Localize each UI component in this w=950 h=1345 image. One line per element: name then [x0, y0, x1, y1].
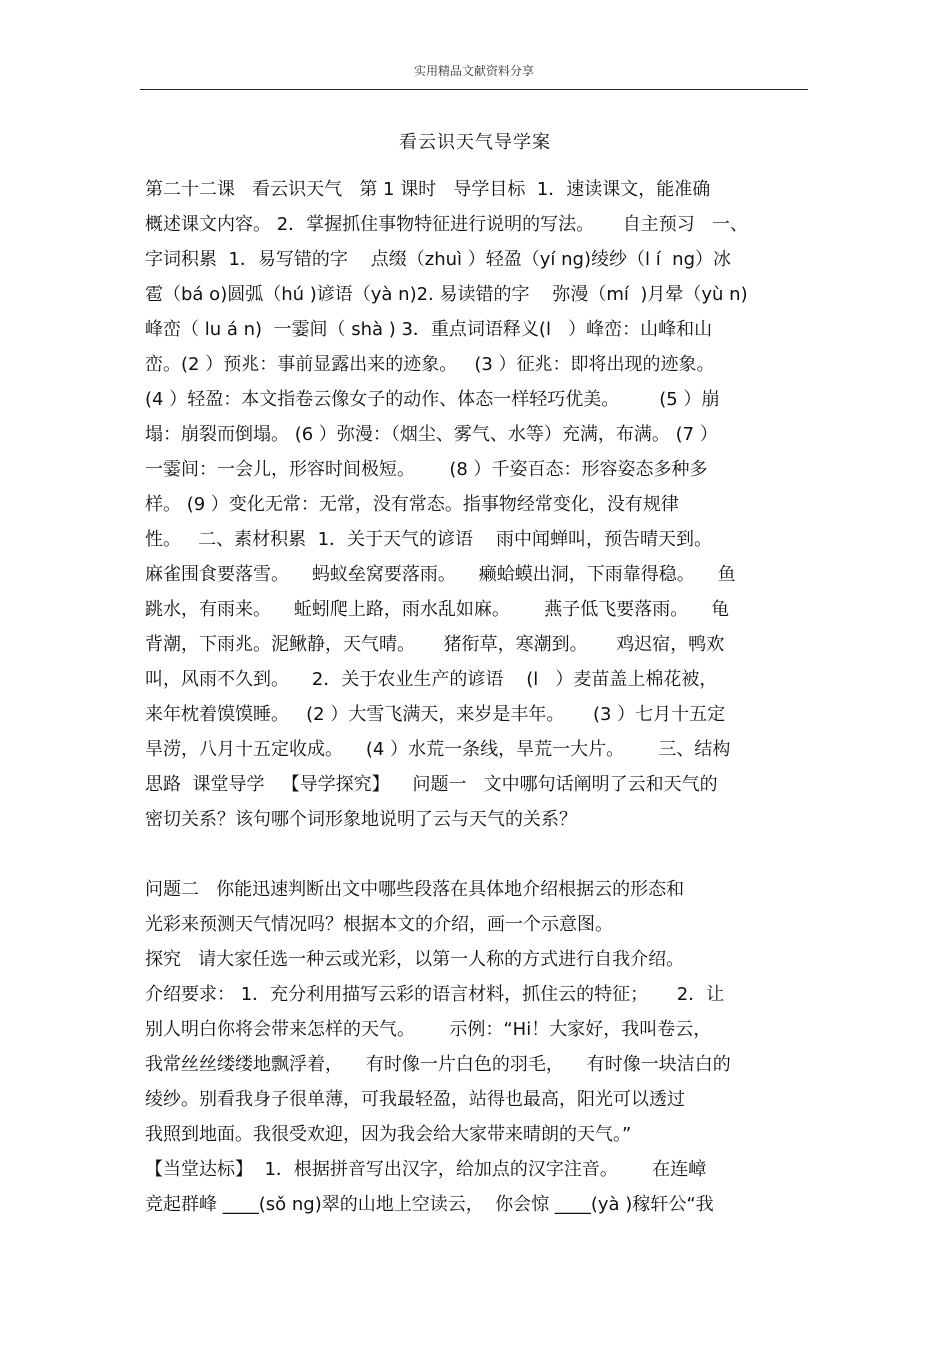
text-line: 性。 二、素材积累 1．关于天气的谚语 雨中闻蝉叫，预告晴天到。 [145, 529, 712, 550]
text-line: 样。 (9 ）变化无常：无常，没有常态。指事物经常变化，没有规律 [145, 494, 679, 515]
text-line: 塌：崩裂而倒塌。 (6 ）弥漫：（烟尘、雾气、水等）充满，布满。 (7 ） [145, 424, 718, 445]
text-line: 问题二 你能迅速判断出文中哪些段落在具体地介绍根据云的形态和 [145, 879, 685, 900]
text-line: 峦。(2 ）预兆：事前显露出来的迹象。 (3 ）征兆：即将出现的迹象。 [145, 354, 715, 375]
text-line: 跳水，有雨来。 蚯蚓爬上路，雨水乱如麻。 燕子低飞要落雨。 龟 [145, 599, 730, 620]
text-line: 别人明白你将会带来怎样的天气。 示例：“Hi！大家好，我叫卷云， [145, 1019, 712, 1040]
document-body [145, 172, 825, 1222]
text-line: 光彩来预测天气情况吗？根据本文的介绍，画一个示意图。 [145, 914, 613, 935]
text-line: 我照到地面。我很受欢迎，因为我会给大家带来晴朗的天气。” [145, 1124, 632, 1145]
text-line: 密切关系？该句哪个词形象地说明了云与天气的关系？ [145, 809, 577, 830]
page-header: 实用精品文献资料分享 [140, 62, 808, 90]
document-title: 看云识天气导学案 [399, 132, 551, 153]
text-line: 概述课文内容。 2．掌握抓住事物特征进行说明的写法。 自主预习 一、 [145, 214, 748, 235]
text-line: 字词积累 1．易写错的字 点缀（zhuì ）轻盈（yí ng)绫纱（l í ng）冰 [145, 249, 731, 270]
text-line: 思路 课堂导学 【导学探究】 问题一 文中哪句话阐明了云和天气的 [145, 774, 718, 795]
text-line: 叫，风雨不久到。 2．关于农业生产的谚语 (l ）麦苗盖上棉花被， [145, 669, 718, 690]
text-line: 我常丝丝缕缕地飘浮着， 有时像一片白色的羽毛， 有时像一块洁白的 [145, 1054, 731, 1075]
text-line: 竞起群峰 ____(sǒ ng)翠的山地上空读云， 你会惊 ____(yà )稼轩公“我 [145, 1194, 714, 1215]
text-line: 绫纱。别看我身子很单薄，可我最轻盈，站得也最高，阳光可以透过 [145, 1089, 685, 1110]
text-line: 麻雀围食要落雪。 蚂蚁垒窝要落雨。 癞蛤蟆出洞，下雨靠得稳。 鱼 [145, 564, 736, 585]
text-line: 【当堂达标】 1．根据拼音写出汉字，给加点的汉字注音。 在连嶂 [145, 1159, 707, 1180]
text-line: 来年枕着馍馍睡。 (2 ）大雪飞满天，来岁是丰年。 (3 ）七月十五定 [145, 704, 726, 725]
text-line: 背潮，下雨兆。泥鳅静，天气晴。 猪衔草，寒潮到。 鸡迟宿，鸭欢 [145, 634, 725, 655]
text-line: 探究 请大家任选一种云或光彩，以第一人称的方式进行自我介绍。 [145, 949, 685, 970]
text-line: 介绍要求： 1．充分利用描写云彩的语言材料，抓住云的特征； 2．让 [145, 984, 725, 1005]
text-line: (4 ）轻盈：本文指卷云像女子的动作、体态一样轻巧优美。 (5 ）崩 [145, 389, 720, 410]
text-line: 旱涝，八月十五定收成。 (4 ）水荒一条线，旱荒一大片。 三、结构 [145, 739, 731, 760]
text-line: 第二十二课 看云识天气 第 1 课时 导学目标 1．速读课文，能准确 [145, 179, 711, 200]
text-line: 雹（bá o)圆弧（hú )谚语（yà n)2. 易读错的字 弥漫（mí )月晕（yù n) [145, 284, 748, 305]
paragraph-gap [145, 837, 825, 872]
text-line: 一霎间：一会儿，形容时间极短。 (8 ）千姿百态：形容姿态多种多 [145, 459, 708, 480]
text-line: 峰峦（ lu á n) 一霎间（ shà ) 3．重点词语释义(l ）峰峦：山峰和山 [145, 319, 713, 340]
